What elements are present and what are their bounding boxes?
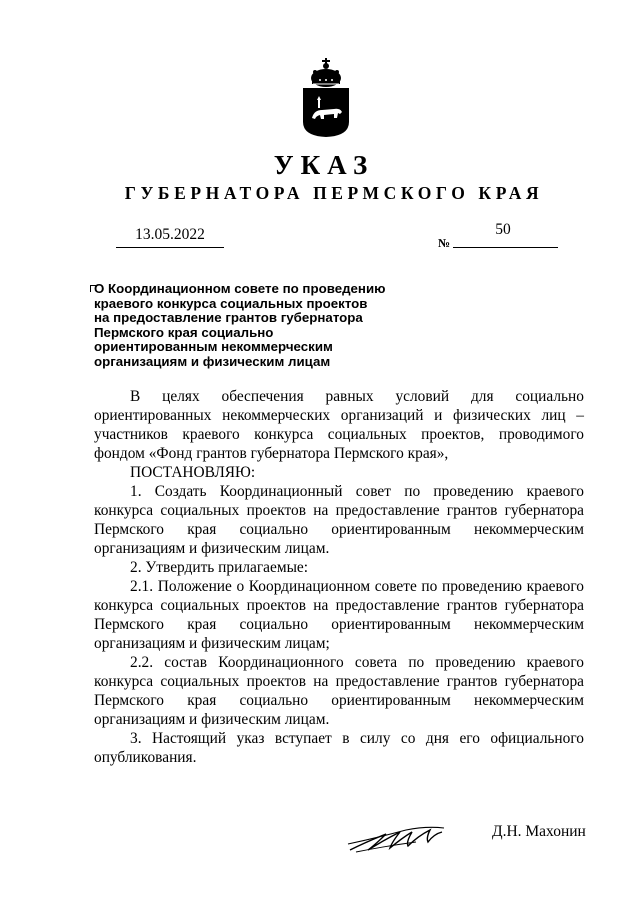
- subject-line: О Координационном совете по проведению: [94, 281, 386, 296]
- subject-line: организациям и физическим лицам: [94, 353, 331, 369]
- perm-krai-coat-of-arms-icon: [300, 52, 352, 138]
- clause-1: 1. Создать Координационный совет по проведению краевого конкурса социальных проектов на предоставление грантов губернатора Пермского края социально ориентированным некоммерческим организациям и физическим лицам.: [94, 483, 584, 557]
- document-date: 13.05.2022: [116, 226, 224, 248]
- clause-2-2: 2.2. состав Координационного совета по проведению краевого конкурса социальных проектов на предоставление грантов губернатора Пермского края социально ориентированным некоммерческим организациям и физическим лицам.: [94, 654, 584, 728]
- clause-2: 2. Утвердить прилагаемые:: [130, 559, 309, 576]
- subject-line: ориентированным некоммерческим: [94, 339, 333, 355]
- handwritten-signature: [346, 820, 446, 856]
- preamble-paragraph: В целях обеспечения равных условий для социально ориентированных некоммерческих организаций и физических лиц – участников краевого конкурса социальных проектов, проводимого фондом «Фонд грантов губернатора Пермского края»,: [94, 388, 584, 462]
- clause-3: 3. Настоящий указ вступает в силу со дня его официального опубликования.: [94, 730, 584, 766]
- subject-line: Пермского края социально: [94, 324, 274, 340]
- document-body: [94, 387, 584, 767]
- document-title: УКАЗ: [273, 150, 375, 180]
- number-underline: [453, 247, 558, 248]
- signatory-name: Д.Н. Махонин: [492, 823, 586, 840]
- decree-keyword: ПОСТАНОВЛЯЮ:: [130, 464, 256, 481]
- subject-line: на предоставление грантов губернатора: [94, 310, 363, 326]
- document-number: 50: [495, 221, 511, 238]
- clause-2-1: 2.1. Положение о Координационном совете по проведению краевого конкурса социальных проектов на предоставление грантов губернатора Пермского края социально ориентированным некоммерческим организациям и физическим лицам;: [94, 578, 584, 652]
- document-subtitle: ГУБЕРНАТОРА ПЕРМСКОГО КРАЯ: [124, 183, 544, 203]
- crown-icon: [311, 58, 341, 87]
- subject-line: краевого конкурса социальных проектов: [94, 295, 368, 311]
- number-label: №: [438, 236, 451, 250]
- document-subject: [94, 282, 424, 370]
